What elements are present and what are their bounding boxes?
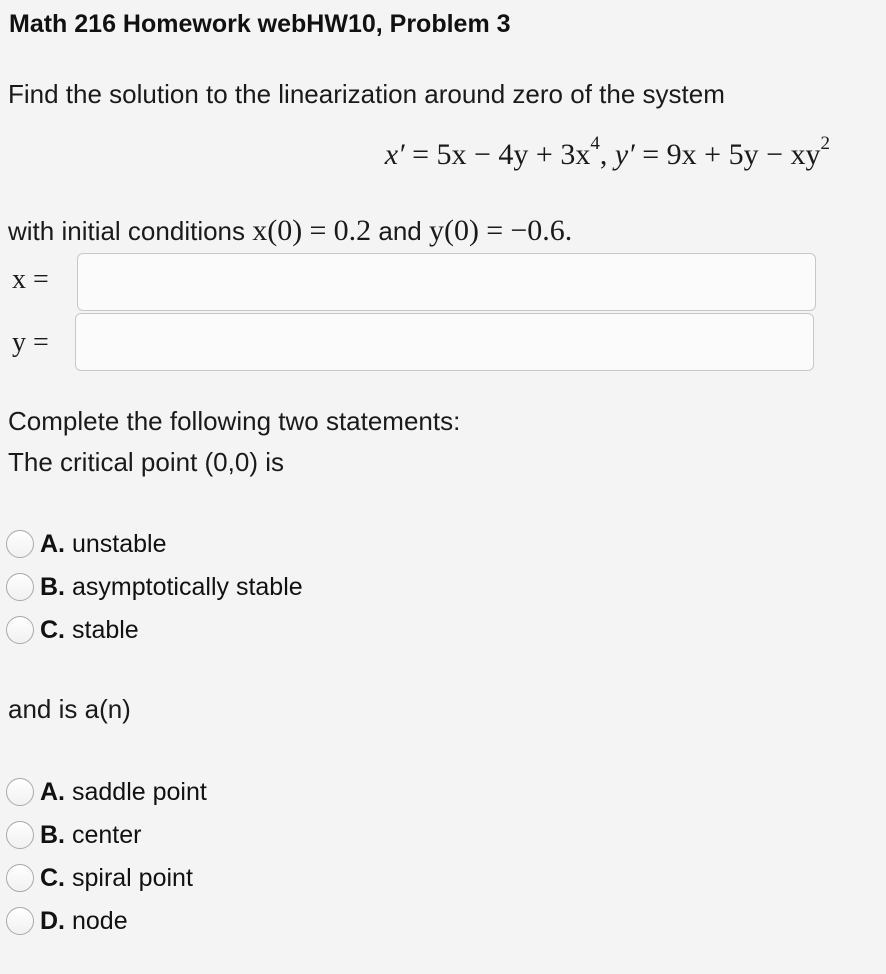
equals-sign: =	[486, 214, 504, 247]
type-statement: and is a(n)	[8, 694, 131, 724]
problem-prompt: Find the solution to the linearization around zero of the system	[8, 79, 725, 109]
x0-value: 0.2	[333, 214, 372, 247]
statements-intro: Complete the following two statements:	[8, 406, 461, 436]
radio-button-icon[interactable]	[6, 530, 34, 558]
ic-connector: and	[378, 216, 422, 246]
y0-lhs: y(0)	[428, 214, 479, 247]
x-answer-label: x =	[12, 264, 49, 295]
radio-button-icon[interactable]	[6, 573, 34, 601]
type-option-c[interactable]	[6, 861, 193, 895]
option-label: unstable	[72, 529, 167, 558]
option-label: stable	[72, 615, 139, 644]
x-prime-lhs: x′	[384, 138, 405, 171]
system-equations	[384, 133, 830, 172]
initial-conditions	[8, 214, 572, 248]
stability-option-c[interactable]	[6, 613, 139, 647]
y0-value: −0.6.	[510, 214, 573, 247]
option-letter: D.	[40, 906, 65, 935]
stability-option-b[interactable]	[6, 570, 303, 604]
type-option-b[interactable]	[6, 818, 141, 852]
radio-button-icon[interactable]	[6, 864, 34, 892]
equals-sign: =	[642, 138, 660, 171]
option-label: node	[72, 906, 128, 935]
equals-sign: =	[412, 138, 429, 171]
option-label: spiral point	[72, 863, 193, 892]
option-letter: B.	[40, 572, 65, 601]
problem-title: Math 216 Homework webHW10, Problem 3	[9, 10, 511, 38]
stability-option-a[interactable]	[6, 527, 167, 561]
type-option-a[interactable]	[6, 775, 207, 809]
radio-button-icon[interactable]	[6, 907, 34, 935]
equals-sign: =	[309, 214, 327, 247]
x-equation-rhs: 5x − 4y + 3x	[436, 138, 591, 171]
y-equation-rhs: 9x + 5y − xy	[666, 138, 821, 171]
y-equation-exponent: 2	[820, 133, 830, 154]
equation-separator: ,	[599, 138, 608, 171]
x-equation-exponent: 4	[590, 133, 600, 154]
radio-button-icon[interactable]	[6, 778, 34, 806]
x-answer-input[interactable]	[77, 253, 816, 311]
option-letter: A.	[40, 777, 65, 806]
radio-button-icon[interactable]	[6, 821, 34, 849]
ic-prefix: with initial conditions	[8, 216, 246, 246]
option-letter: C.	[40, 615, 65, 644]
y-answer-input[interactable]	[75, 313, 814, 371]
y-answer-label: y =	[12, 327, 49, 358]
option-label: asymptotically stable	[72, 572, 303, 601]
critical-point-statement: The critical point (0,0) is	[8, 447, 284, 477]
option-letter: A.	[40, 529, 65, 558]
x0-lhs: x(0)	[252, 214, 303, 247]
option-label: saddle point	[72, 777, 207, 806]
radio-button-icon[interactable]	[6, 616, 34, 644]
option-letter: B.	[40, 820, 65, 849]
y-prime-lhs: y′	[614, 138, 635, 171]
option-letter: C.	[40, 863, 65, 892]
option-label: center	[72, 820, 142, 849]
type-option-d[interactable]	[6, 904, 128, 938]
